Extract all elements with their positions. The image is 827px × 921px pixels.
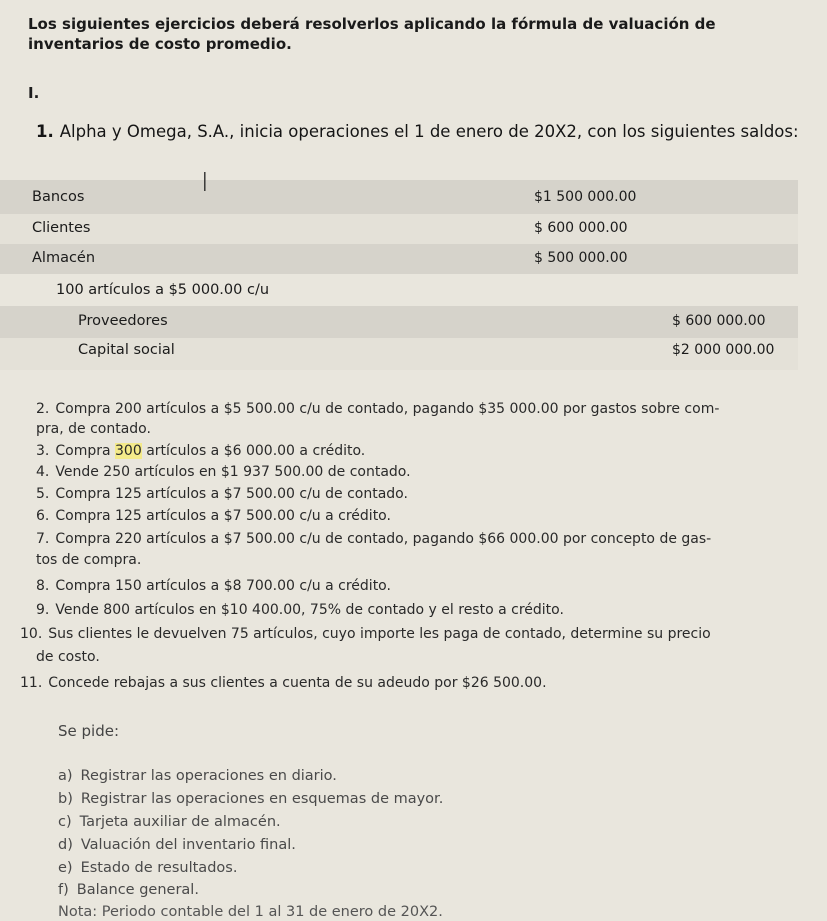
task-text: Registrar las operaciones en esquemas de mayor. <box>80 791 444 807</box>
task-letter: a) <box>58 768 73 784</box>
exercise-7-continued <box>36 551 806 569</box>
exercise-11 <box>20 674 790 692</box>
task-c <box>58 814 281 830</box>
capital-amount: $2 000 000.00 <box>672 342 775 358</box>
task-letter: e) <box>58 860 73 876</box>
exercise-text: pra, de contado. <box>36 421 151 437</box>
question-1 <box>36 122 799 141</box>
task-letter: c) <box>58 814 72 830</box>
exercise-5 <box>36 485 806 503</box>
clientes-amount: $ 600 000.00 <box>534 220 628 236</box>
capital-label: Capital social <box>78 342 175 358</box>
exercise-number: 8. <box>36 578 50 594</box>
task-f <box>58 882 199 898</box>
exercise-number: 4. <box>36 464 50 480</box>
highlighted-quantity: 300 <box>115 443 142 459</box>
exercise-text: Compra 220 artículos a $7 500.00 c/u de contado, pagando $66 000.00 por concepto de gas- <box>55 531 712 547</box>
exercise-number: 5. <box>36 486 50 502</box>
balance-row-almacen-detail <box>0 274 798 306</box>
task-text: Estado de resultados. <box>80 860 238 876</box>
instructions-paragraph: Los siguientes ejercicios deberá resolverlos aplicando la fórmula de valuación de inventarios de costo promedio. <box>28 15 716 53</box>
task-letter: b) <box>58 791 73 807</box>
task-letter: f) <box>58 882 69 898</box>
task-e <box>58 860 237 876</box>
exercise-text: Vende 800 artículos en $10 400.00, 75% de contado y el resto a crédito. <box>55 602 564 618</box>
proveedores-amount: $ 600 000.00 <box>672 313 766 329</box>
task-letter: d) <box>58 837 73 853</box>
exercise-number: 3. <box>36 443 50 459</box>
exercise-4 <box>36 463 806 481</box>
exercise-text: tos de compra. <box>36 552 142 568</box>
exercise-10-continued <box>36 648 806 666</box>
exercise-number: 9. <box>36 602 50 618</box>
exercise-number: 11. <box>20 675 43 691</box>
nota-periodo: Nota: Periodo contable del 1 al 31 de enero de 20X2. <box>58 904 443 920</box>
exercise-8 <box>36 577 806 595</box>
balance-row-capital <box>0 338 798 370</box>
exercise-text: Compra 125 artículos a $7 500.00 c/u de contado. <box>55 486 408 502</box>
exercise-number: 10. <box>20 626 43 642</box>
balance-row-bancos <box>0 180 798 214</box>
balance-row-almacen <box>0 244 798 274</box>
text-cursor-icon: I <box>201 168 209 198</box>
balance-row-clientes <box>0 214 798 244</box>
exercise-2 <box>36 400 806 418</box>
se-pide-heading: Se pide: <box>58 722 120 740</box>
clientes-label: Clientes <box>32 220 91 236</box>
exercise-text: Compra 125 artículos a $7 500.00 c/u a crédito. <box>55 508 391 524</box>
task-text: Balance general. <box>76 882 199 898</box>
almacen-amount: $ 500 000.00 <box>534 250 628 266</box>
proveedores-label: Proveedores <box>78 313 168 329</box>
exercise-text: Compra 150 artículos a $8 700.00 c/u a crédito. <box>55 578 391 594</box>
exercise-text: Compra <box>55 443 116 459</box>
task-d <box>58 837 296 853</box>
exercise-6 <box>36 507 806 525</box>
exercise-3 <box>36 442 806 460</box>
exercise-text: de costo. <box>36 649 100 665</box>
almacen-label: Almacén <box>32 250 96 266</box>
almacen-detail: 100 artículos a $5 000.00 c/u <box>56 282 270 298</box>
exercise-text: Concede rebajas a sus clientes a cuenta de su adeudo por $26 500.00. <box>48 675 547 691</box>
task-text: Tarjeta auxiliar de almacén. <box>79 814 281 830</box>
task-text: Registrar las operaciones en diario. <box>80 768 337 784</box>
bancos-label: Bancos <box>32 189 85 205</box>
task-b <box>58 791 443 807</box>
exercise-text: Compra 200 artículos a $5 500.00 c/u de contado, pagando $35 000.00 por gastos sobre com- <box>55 401 720 417</box>
exercise-2-continued <box>36 420 806 438</box>
exercise-10 <box>20 625 790 643</box>
exercise-text: Sus clientes le devuelven 75 artículos, cuyo importe les paga de contado, determine su precio <box>48 626 711 642</box>
exercise-number: 6. <box>36 508 50 524</box>
exercise-text: artículos a $6 000.00 a crédito. <box>141 443 366 459</box>
section-label: I. <box>28 84 40 102</box>
exercise-9 <box>36 601 806 619</box>
task-a <box>58 768 337 784</box>
exercise-text: Vende 250 artículos en $1 937 500.00 de contado. <box>55 464 411 480</box>
exercise-7 <box>36 530 806 548</box>
exercise-number: 2. <box>36 401 50 417</box>
exercise-number: 7. <box>36 531 50 547</box>
bancos-amount: $1 500 000.00 <box>534 189 637 205</box>
question-text: Alpha y Omega, S.A., inicia operaciones el 1 de enero de 20X2, con los siguientes saldos: <box>59 122 799 141</box>
task-text: Valuación del inventario final. <box>80 837 296 853</box>
balance-row-proveedores <box>0 306 798 338</box>
question-number: 1. <box>36 122 54 141</box>
